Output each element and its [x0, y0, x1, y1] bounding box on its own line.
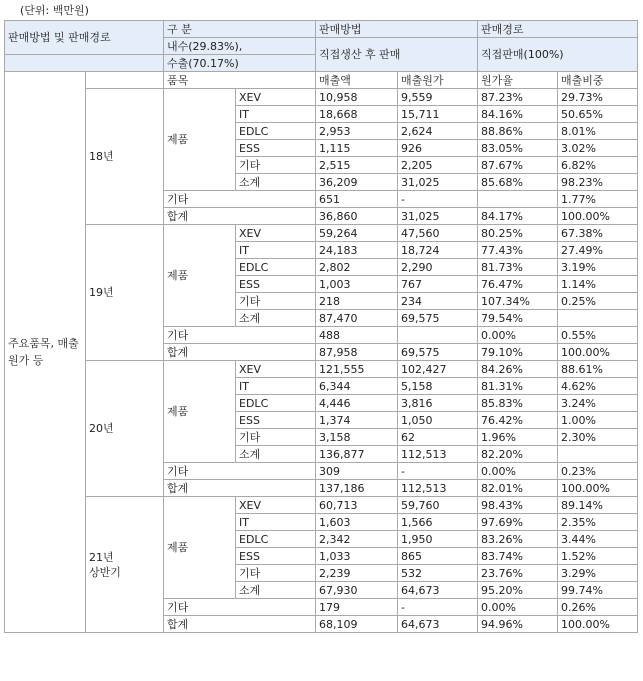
product-name: IT — [236, 378, 316, 395]
table-row — [5, 361, 638, 378]
sales-method-value: 직접생산 후 판매 — [316, 38, 478, 72]
cost-value: 47,560 — [398, 225, 478, 242]
cost-rate-column-header: 원가율 — [478, 72, 558, 89]
share-value: 2.30% — [558, 429, 638, 446]
sales-column-header: 매출액 — [316, 72, 398, 89]
cost-value: 926 — [398, 140, 478, 157]
cost-value: 2,290 — [398, 259, 478, 276]
sales-route-value: 직접판매(100%) — [478, 38, 638, 72]
share-value: 1.77% — [558, 191, 638, 208]
product-name: XEV — [236, 497, 316, 514]
sales-value: 179 — [316, 599, 398, 616]
share-value: 2.35% — [558, 514, 638, 531]
share-value — [558, 310, 638, 327]
cost-value: 2,624 — [398, 123, 478, 140]
cost-value: 234 — [398, 293, 478, 310]
sales-value: 1,374 — [316, 412, 398, 429]
year-label-text: 20년 — [89, 422, 114, 435]
sales-value: 36,209 — [316, 174, 398, 191]
cost-value: 102,427 — [398, 361, 478, 378]
sales-table — [4, 20, 638, 633]
cost-rate-value: 83.05% — [478, 140, 558, 157]
total-row-label: 합계 — [164, 480, 316, 497]
share-value: 0.55% — [558, 327, 638, 344]
total-row-label: 합계 — [164, 344, 316, 361]
cost-rate-value: 85.83% — [478, 395, 558, 412]
cost-value: 64,673 — [398, 616, 478, 633]
cost-value: 2,205 — [398, 157, 478, 174]
product-name: 소계 — [236, 446, 316, 463]
share-value: 67.38% — [558, 225, 638, 242]
cost-rate-value: 0.00% — [478, 463, 558, 480]
spacer-cell — [5, 55, 164, 72]
sales-value: 136,877 — [316, 446, 398, 463]
product-name: 기타 — [236, 157, 316, 174]
share-column-header: 매출비중 — [558, 72, 638, 89]
category-header: 구 분 — [164, 21, 316, 38]
sales-value: 309 — [316, 463, 398, 480]
product-name: EDLC — [236, 395, 316, 412]
cost-value: 69,575 — [398, 310, 478, 327]
product-name: IT — [236, 106, 316, 123]
sales-route-header: 판매경로 — [478, 21, 638, 38]
cost-value: 59,760 — [398, 497, 478, 514]
cost-rate-value: 85.68% — [478, 174, 558, 191]
cost-value: 15,711 — [398, 106, 478, 123]
sales-value: 68,109 — [316, 616, 398, 633]
products-group-label: 제품 — [164, 225, 236, 327]
cost-rate-value: 95.20% — [478, 582, 558, 599]
share-value: 6.82% — [558, 157, 638, 174]
year-label — [86, 361, 164, 497]
domestic-share: 내수(29.83%), — [164, 38, 316, 55]
share-value: 100.00% — [558, 208, 638, 225]
cost-rate-value: 84.26% — [478, 361, 558, 378]
cost-value: 112,513 — [398, 446, 478, 463]
cost-rate-value: 77.43% — [478, 242, 558, 259]
share-value: 100.00% — [558, 344, 638, 361]
cost-value: 64,673 — [398, 582, 478, 599]
sales-value: 36,860 — [316, 208, 398, 225]
products-group-label: 제품 — [164, 361, 236, 463]
share-value: 3.24% — [558, 395, 638, 412]
cost-value: 1,566 — [398, 514, 478, 531]
cost-value: 112,513 — [398, 480, 478, 497]
cost-value: 31,025 — [398, 208, 478, 225]
cost-rate-value: 84.17% — [478, 208, 558, 225]
cost-rate-value: 94.96% — [478, 616, 558, 633]
cost-rate-value: 98.43% — [478, 497, 558, 514]
year-label-text: 19년 — [89, 286, 114, 299]
product-name: ESS — [236, 276, 316, 293]
product-name: 기타 — [236, 293, 316, 310]
share-value: 0.25% — [558, 293, 638, 310]
cost-rate-value: 87.23% — [478, 89, 558, 106]
product-name: EDLC — [236, 531, 316, 548]
cost-rate-value — [478, 191, 558, 208]
cost-value: 1,950 — [398, 531, 478, 548]
cost-column-header: 매출원가 — [398, 72, 478, 89]
sales-value: 3,158 — [316, 429, 398, 446]
product-name: ESS — [236, 140, 316, 157]
sales-value: 651 — [316, 191, 398, 208]
cost-value: 5,158 — [398, 378, 478, 395]
share-value: 1.00% — [558, 412, 638, 429]
share-value: 29.73% — [558, 89, 638, 106]
method-route-label: 판매방법 및 판매경로 — [5, 21, 164, 55]
share-value: 89.14% — [558, 497, 638, 514]
sales-value: 60,713 — [316, 497, 398, 514]
product-name: 소계 — [236, 174, 316, 191]
share-value: 99.74% — [558, 582, 638, 599]
total-row-label: 합계 — [164, 208, 316, 225]
other-row-label: 기타 — [164, 327, 316, 344]
other-row-label: 기타 — [164, 463, 316, 480]
year-label-text: 21년 — [89, 550, 114, 564]
share-value: 4.62% — [558, 378, 638, 395]
cost-rate-value: 88.86% — [478, 123, 558, 140]
sales-value: 2,342 — [316, 531, 398, 548]
cost-rate-value: 107.34% — [478, 293, 558, 310]
product-name: EDLC — [236, 123, 316, 140]
table-row — [5, 225, 638, 242]
share-value: 1.52% — [558, 548, 638, 565]
other-row-label: 기타 — [164, 191, 316, 208]
table-row — [5, 89, 638, 106]
cost-rate-value: 1.96% — [478, 429, 558, 446]
cost-rate-value: 83.74% — [478, 548, 558, 565]
sales-value: 137,186 — [316, 480, 398, 497]
product-name: ESS — [236, 548, 316, 565]
product-name: 소계 — [236, 582, 316, 599]
cost-value: 31,025 — [398, 174, 478, 191]
share-value: 100.00% — [558, 616, 638, 633]
cost-rate-value: 0.00% — [478, 599, 558, 616]
cost-value: 767 — [398, 276, 478, 293]
sales-value: 87,470 — [316, 310, 398, 327]
sales-value: 10,958 — [316, 89, 398, 106]
share-value: 1.14% — [558, 276, 638, 293]
cost-rate-value: 82.01% — [478, 480, 558, 497]
cost-value — [398, 327, 478, 344]
product-name: ESS — [236, 412, 316, 429]
cost-rate-value: 97.69% — [478, 514, 558, 531]
sales-value: 18,668 — [316, 106, 398, 123]
total-row-label: 합계 — [164, 616, 316, 633]
cost-rate-value: 76.42% — [478, 412, 558, 429]
share-value: 0.26% — [558, 599, 638, 616]
cost-rate-value: 79.10% — [478, 344, 558, 361]
product-name: IT — [236, 242, 316, 259]
sales-value: 1,603 — [316, 514, 398, 531]
share-value: 8.01% — [558, 123, 638, 140]
product-name: IT — [236, 514, 316, 531]
sales-value: 1,033 — [316, 548, 398, 565]
cost-rate-value: 79.54% — [478, 310, 558, 327]
other-row-label: 기타 — [164, 599, 316, 616]
cost-rate-value: 80.25% — [478, 225, 558, 242]
sales-value: 2,953 — [316, 123, 398, 140]
products-group-label: 제품 — [164, 89, 236, 191]
products-group-label: 제품 — [164, 497, 236, 599]
sales-value: 1,115 — [316, 140, 398, 157]
cost-value: - — [398, 191, 478, 208]
cost-rate-value: 76.47% — [478, 276, 558, 293]
product-name: XEV — [236, 225, 316, 242]
cost-rate-value: 0.00% — [478, 327, 558, 344]
cost-value: 1,050 — [398, 412, 478, 429]
sales-value: 218 — [316, 293, 398, 310]
cost-rate-value: 23.76% — [478, 565, 558, 582]
cost-value: 18,724 — [398, 242, 478, 259]
product-column-header: 품목 — [164, 72, 316, 89]
cost-rate-value: 83.26% — [478, 531, 558, 548]
sales-value: 59,264 — [316, 225, 398, 242]
export-share: 수출(70.17%) — [164, 55, 316, 72]
sales-value: 2,802 — [316, 259, 398, 276]
cost-rate-value: 84.16% — [478, 106, 558, 123]
sales-value: 6,344 — [316, 378, 398, 395]
sales-value: 2,515 — [316, 157, 398, 174]
share-value: 88.61% — [558, 361, 638, 378]
cost-value: - — [398, 463, 478, 480]
cost-rate-value: 82.20% — [478, 446, 558, 463]
share-value: 100.00% — [558, 480, 638, 497]
share-value: 0.23% — [558, 463, 638, 480]
product-name: XEV — [236, 89, 316, 106]
sales-value: 24,183 — [316, 242, 398, 259]
sales-method-header: 판매방법 — [316, 21, 478, 38]
blank-cell — [86, 72, 164, 89]
sales-value: 488 — [316, 327, 398, 344]
cost-value: 9,559 — [398, 89, 478, 106]
year-label-text: 18년 — [89, 150, 114, 163]
main-items-label: 주요품목, 매출원가 등 — [5, 72, 86, 633]
share-value: 27.49% — [558, 242, 638, 259]
year-label — [86, 89, 164, 225]
year-label — [86, 497, 164, 633]
sales-value: 4,446 — [316, 395, 398, 412]
product-name: EDLC — [236, 259, 316, 276]
share-value: 3.29% — [558, 565, 638, 582]
product-name: 기타 — [236, 429, 316, 446]
table-row — [5, 497, 638, 514]
cost-value: 865 — [398, 548, 478, 565]
cost-rate-value: 87.67% — [478, 157, 558, 174]
cost-value: 69,575 — [398, 344, 478, 361]
share-value: 50.65% — [558, 106, 638, 123]
sales-value: 1,003 — [316, 276, 398, 293]
product-name: 기타 — [236, 565, 316, 582]
cost-rate-value: 81.73% — [478, 259, 558, 276]
cost-value: 532 — [398, 565, 478, 582]
share-value: 3.44% — [558, 531, 638, 548]
cost-value: - — [398, 599, 478, 616]
sales-value: 67,930 — [316, 582, 398, 599]
sales-value: 121,555 — [316, 361, 398, 378]
sales-value: 2,239 — [316, 565, 398, 582]
cost-value: 3,816 — [398, 395, 478, 412]
year-label-subtext: 상반기 — [89, 565, 121, 579]
unit-label: (단위: 백만원) — [20, 4, 89, 17]
share-value: 98.23% — [558, 174, 638, 191]
sales-value: 87,958 — [316, 344, 398, 361]
cost-value: 62 — [398, 429, 478, 446]
share-value: 3.19% — [558, 259, 638, 276]
year-label — [86, 225, 164, 361]
product-name: XEV — [236, 361, 316, 378]
share-value: 3.02% — [558, 140, 638, 157]
product-name: 소계 — [236, 310, 316, 327]
share-value — [558, 446, 638, 463]
cost-rate-value: 81.31% — [478, 378, 558, 395]
